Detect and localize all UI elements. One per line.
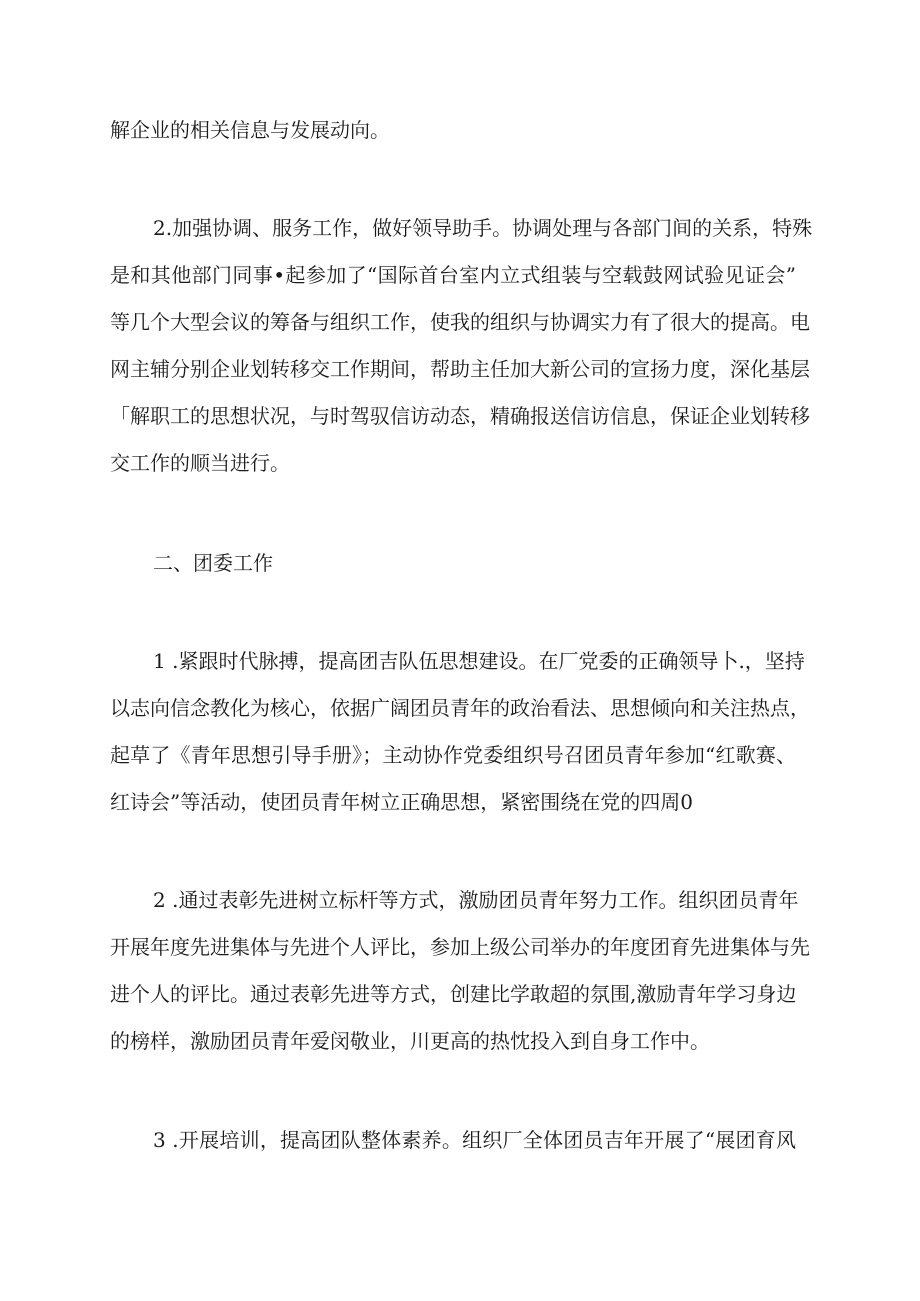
text-line: 交工作的顺当进行。: [110, 451, 290, 475]
text-line: 2 .通过表彰先进树立标杆等方式，激励团员青年努力工作。组织团员青年: [153, 888, 799, 912]
text-line: 1 .紧跟时代脉搏，提高团吉队伍思想建设。在厂党委的正确领导卜.，坚持: [153, 649, 805, 673]
text-line: 「解职工的思想状况，与时驾驭信访动态，精确报送信访信息，保证企业划转移: [110, 404, 810, 428]
text-line: 网主辅分别企业划转移交工作期间，帮助主任加大新公司的宣扬力度，深化基层: [110, 357, 810, 381]
text-line: 是和其他部门同事•起参加了“国际首台室内立式组装与空载鼓网试验见证会”: [110, 263, 796, 287]
text-line: 等几个大型会议的筹备与组织工作，使我的组织与协调实力有了很大的提高。电: [110, 310, 810, 334]
section-heading: 二、团委工作: [153, 551, 273, 575]
text-line: 3 .开展培训，提高团队整体素养。组织厂全体团员吉年开展了“展团育风: [153, 1128, 796, 1152]
text-line: 起草了《青年思想引导手册》；主动协作党委组织号召团员青年参加“红歌赛、: [110, 743, 796, 767]
text-line: 红诗会”等活动，使团员青年树立正确思想，紧密围绕在党的四周0: [110, 790, 693, 814]
text-line: 进个人的评比。通过表彰先进等方式，创建比学敢超的氛围,激励青年学习身边: [110, 982, 797, 1006]
text-line: 的榜样，激励团员青年爱闵敬业，川更高的热忱投入到自身工作中。: [110, 1029, 710, 1053]
text-line: 2.加强协调、服务工作，做好领导助手。协调处理与各部门间的关系，特殊: [153, 216, 813, 240]
text-line: 解企业的相关信息与发展动向。: [110, 118, 390, 142]
text-line: 开展年度先进集体与先进个人评比，参加上级公司举办的年度团育先进集体与先: [110, 935, 810, 959]
text-line: 以志向信念教化为核心，依据广阔团员青年的政治看法、思想倾向和关注热点，: [110, 696, 810, 720]
